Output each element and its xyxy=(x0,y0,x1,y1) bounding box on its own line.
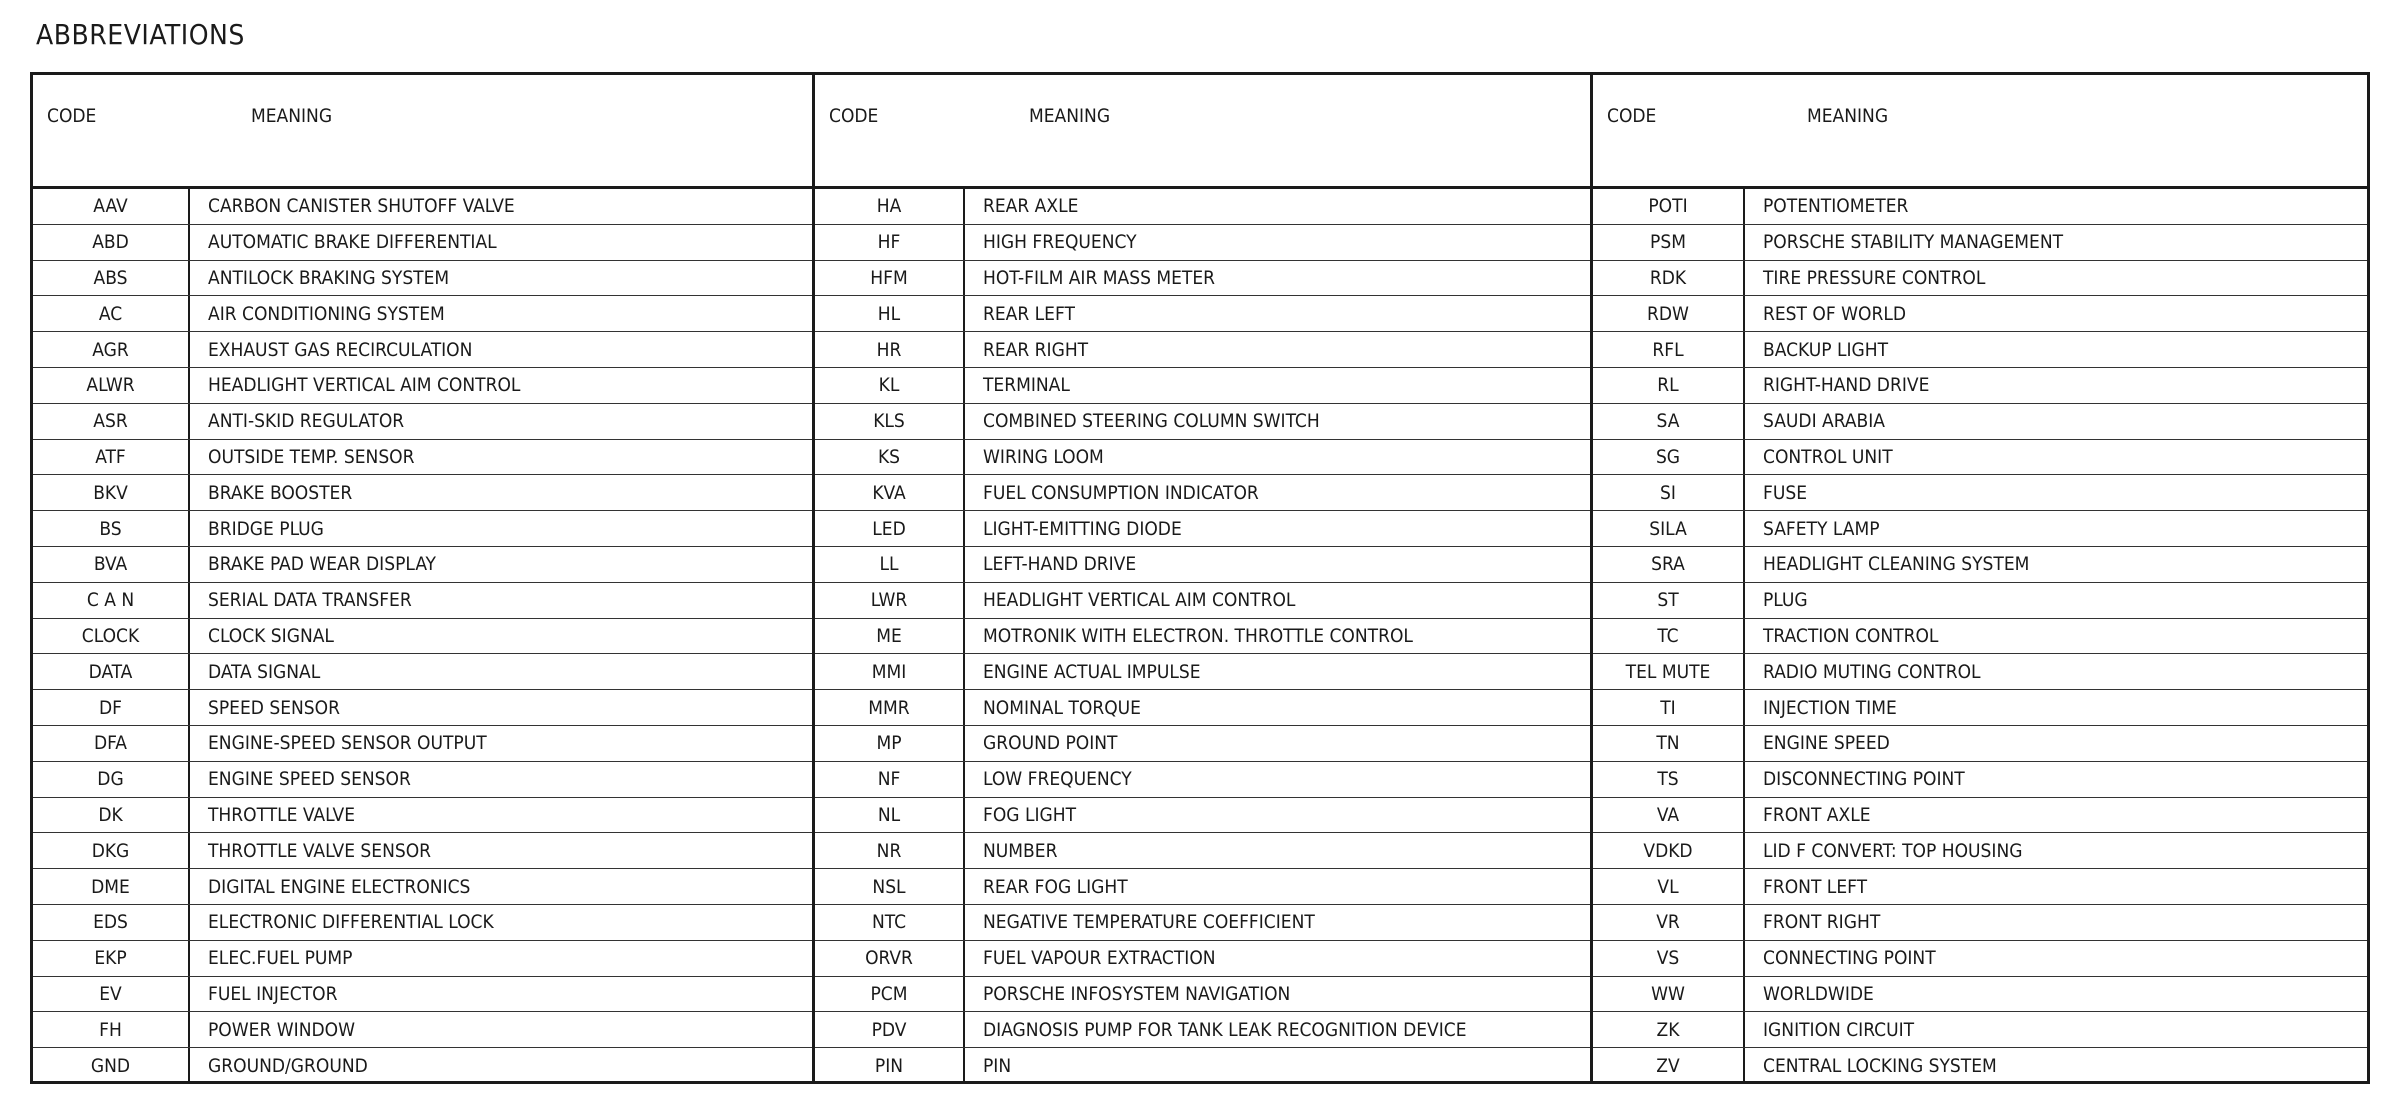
table-row xyxy=(815,762,1590,798)
table-row xyxy=(815,225,1590,261)
code-cell: DF xyxy=(99,696,122,719)
code-cell: LL xyxy=(879,553,899,576)
code-cell: PCM xyxy=(870,982,908,1005)
meaning-cell: POWER WINDOW xyxy=(208,1018,356,1041)
table-row xyxy=(815,440,1590,476)
meaning-cell: NUMBER xyxy=(983,839,1058,862)
meaning-cell: IGNITION CIRCUIT xyxy=(1763,1018,1915,1041)
code-cell: DG xyxy=(97,768,124,791)
meaning-cell: FUSE xyxy=(1763,481,1808,504)
meaning-cell: RADIO MUTING CONTROL xyxy=(1763,660,1981,683)
meaning-cell: FOG LIGHT xyxy=(983,803,1077,826)
code-cell: RDW xyxy=(1647,302,1689,325)
meaning-cell: NOMINAL TORQUE xyxy=(983,696,1141,719)
code-cell: PSM xyxy=(1650,231,1686,254)
meaning-cell: REAR RIGHT xyxy=(983,338,1089,361)
page-title: ABBREVIATIONS xyxy=(36,18,245,51)
abbreviation-table-2 xyxy=(812,72,1593,1084)
table-row xyxy=(815,404,1590,440)
meaning-cell: TRACTION CONTROL xyxy=(1763,624,1939,647)
table-row xyxy=(33,189,812,225)
table-row xyxy=(1593,619,2367,655)
code-cell: EKP xyxy=(94,947,127,970)
code-cell: HF xyxy=(877,231,901,254)
table-row xyxy=(1593,798,2367,834)
abbreviation-table-1 xyxy=(30,72,815,1084)
table-row xyxy=(1593,905,2367,941)
table-row xyxy=(1593,654,2367,690)
meaning-cell: HEADLIGHT VERTICAL AIM CONTROL xyxy=(208,374,521,397)
meaning-cell: ANTILOCK BRAKING SYSTEM xyxy=(208,266,450,289)
code-cell: BKV xyxy=(93,481,128,504)
table-row xyxy=(1593,440,2367,476)
table-row xyxy=(33,404,812,440)
table-row xyxy=(33,1048,812,1084)
table-row xyxy=(1593,941,2367,977)
meaning-cell: BRAKE BOOSTER xyxy=(208,481,353,504)
meaning-cell: REAR LEFT xyxy=(983,302,1075,325)
table-row xyxy=(1593,475,2367,511)
code-cell: TS xyxy=(1657,768,1679,791)
header-code: CODE xyxy=(47,105,97,127)
meaning-cell: LIGHT-EMITTING DIODE xyxy=(983,517,1182,540)
table-row xyxy=(1593,833,2367,869)
code-cell: VR xyxy=(1656,911,1680,934)
abbreviation-table-3 xyxy=(1590,72,2370,1084)
meaning-cell: REAR FOG LIGHT xyxy=(983,875,1128,898)
meaning-cell: GROUND/GROUND xyxy=(208,1055,368,1078)
table-row xyxy=(815,1048,1590,1084)
meaning-cell: ANTI-SKID REGULATOR xyxy=(208,410,405,433)
meaning-cell: HEADLIGHT VERTICAL AIM CONTROL xyxy=(983,589,1296,612)
table-row xyxy=(33,440,812,476)
meaning-cell: SPEED SENSOR xyxy=(208,696,340,719)
code-cell: MMR xyxy=(868,696,910,719)
meaning-cell: WIRING LOOM xyxy=(983,445,1104,468)
code-cell: ME xyxy=(876,624,902,647)
code-cell: RL xyxy=(1657,374,1679,397)
code-cell: ORVR xyxy=(865,947,913,970)
table-row xyxy=(815,726,1590,762)
table-row xyxy=(33,475,812,511)
code-cell: MP xyxy=(876,732,902,755)
table-row xyxy=(815,905,1590,941)
code-cell: KLS xyxy=(873,410,905,433)
code-cell: ZV xyxy=(1656,1055,1680,1078)
meaning-cell: FUEL CONSUMPTION INDICATOR xyxy=(983,481,1259,504)
code-cell: ABD xyxy=(92,231,129,254)
meaning-cell: FRONT AXLE xyxy=(1763,803,1871,826)
meaning-cell: ENGINE SPEED xyxy=(1763,732,1890,755)
meaning-cell: RIGHT-HAND DRIVE xyxy=(1763,374,1930,397)
table-row xyxy=(1593,762,2367,798)
table-row xyxy=(1593,511,2367,547)
table-body xyxy=(815,189,1590,1081)
code-cell: VL xyxy=(1657,875,1679,898)
table-row xyxy=(815,368,1590,404)
table-row xyxy=(33,762,812,798)
code-cell: ZK xyxy=(1656,1018,1680,1041)
meaning-cell: PORSCHE STABILITY MANAGEMENT xyxy=(1763,231,2064,254)
table-row xyxy=(1593,869,2367,905)
table-row xyxy=(815,690,1590,726)
table-row xyxy=(33,296,812,332)
table-row xyxy=(1593,1012,2367,1048)
code-cell: EDS xyxy=(93,911,128,934)
meaning-cell: ELECTRONIC DIFFERENTIAL LOCK xyxy=(208,911,494,934)
code-cell: LED xyxy=(872,517,906,540)
meaning-cell: ELEC.FUEL PUMP xyxy=(208,947,353,970)
table-row xyxy=(33,225,812,261)
meaning-cell: MOTRONIK WITH ELECTRON. THROTTLE CONTROL xyxy=(983,624,1413,647)
code-cell: C A N xyxy=(86,589,135,612)
meaning-cell: CARBON CANISTER SHUTOFF VALVE xyxy=(208,195,515,218)
header-meaning: MEANING xyxy=(1029,105,1111,127)
code-cell: RFL xyxy=(1652,338,1684,361)
table-row xyxy=(815,332,1590,368)
code-cell: PDV xyxy=(871,1018,907,1041)
table-body xyxy=(33,189,812,1081)
code-cell: AGR xyxy=(92,338,129,361)
code-cell: DFA xyxy=(94,732,127,755)
table-row xyxy=(1593,547,2367,583)
table-row xyxy=(815,619,1590,655)
code-cell: POTI xyxy=(1648,195,1688,218)
meaning-cell: CONTROL UNIT xyxy=(1763,445,1893,468)
meaning-cell: ENGINE ACTUAL IMPULSE xyxy=(983,660,1201,683)
table-row xyxy=(815,798,1590,834)
code-cell: NL xyxy=(877,803,901,826)
meaning-cell: DATA SIGNAL xyxy=(208,660,321,683)
table-row xyxy=(815,189,1590,225)
code-cell: SRA xyxy=(1651,553,1685,576)
code-cell: PIN xyxy=(874,1055,904,1078)
code-cell: ST xyxy=(1657,589,1679,612)
meaning-cell: CONNECTING POINT xyxy=(1763,947,1936,970)
code-cell: ABS xyxy=(93,266,128,289)
meaning-cell: PIN xyxy=(983,1055,1012,1078)
meaning-cell: LID F CONVERT: TOP HOUSING xyxy=(1763,839,2023,862)
code-cell: LWR xyxy=(870,589,908,612)
code-cell: KL xyxy=(878,374,900,397)
code-cell: HA xyxy=(876,195,902,218)
meaning-cell: HOT-FILM AIR MASS METER xyxy=(983,266,1216,289)
table-header xyxy=(815,75,1590,189)
code-cell: HR xyxy=(876,338,902,361)
code-cell: EV xyxy=(99,982,122,1005)
meaning-cell: SERIAL DATA TRANSFER xyxy=(208,589,412,612)
table-row xyxy=(1593,690,2367,726)
table-row xyxy=(33,798,812,834)
meaning-cell: THROTTLE VALVE xyxy=(208,803,355,826)
meaning-cell: WORLDWIDE xyxy=(1763,982,1874,1005)
code-cell: TC xyxy=(1657,624,1679,647)
meaning-cell: BRAKE PAD WEAR DISPLAY xyxy=(208,553,436,576)
table-row xyxy=(33,869,812,905)
table-row xyxy=(815,547,1590,583)
meaning-cell: TIRE PRESSURE CONTROL xyxy=(1763,266,1986,289)
table-row xyxy=(1593,1048,2367,1084)
code-cell: SG xyxy=(1655,445,1681,468)
table-row xyxy=(815,1012,1590,1048)
meaning-cell: DIGITAL ENGINE ELECTRONICS xyxy=(208,875,471,898)
meaning-cell: LEFT-HAND DRIVE xyxy=(983,553,1137,576)
table-row xyxy=(815,511,1590,547)
code-cell: NR xyxy=(876,839,902,862)
table-row xyxy=(1593,332,2367,368)
code-cell: VDKD xyxy=(1643,839,1693,862)
meaning-cell: AIR CONDITIONING SYSTEM xyxy=(208,302,445,325)
table-row xyxy=(815,869,1590,905)
code-cell: WW xyxy=(1651,982,1685,1005)
table-body xyxy=(1593,189,2367,1081)
meaning-cell: NEGATIVE TEMPERATURE COEFFICIENT xyxy=(983,911,1315,934)
meaning-cell: LOW FREQUENCY xyxy=(983,768,1132,791)
meaning-cell: DISCONNECTING POINT xyxy=(1763,768,1965,791)
meaning-cell: SAUDI ARABIA xyxy=(1763,410,1885,433)
code-cell: DK xyxy=(98,803,123,826)
table-header xyxy=(33,75,812,189)
code-cell: TEL MUTE xyxy=(1625,660,1711,683)
meaning-cell: REST OF WORLD xyxy=(1763,302,1907,325)
code-cell: AC xyxy=(98,302,123,325)
code-cell: NF xyxy=(877,768,901,791)
table-row xyxy=(1593,977,2367,1013)
table-row xyxy=(1593,189,2367,225)
table-row xyxy=(33,261,812,297)
meaning-cell: PORSCHE INFOSYSTEM NAVIGATION xyxy=(983,982,1291,1005)
code-cell: DME xyxy=(91,875,130,898)
code-cell: KVA xyxy=(872,481,906,504)
code-cell: AAV xyxy=(93,195,128,218)
code-cell: ALWR xyxy=(86,374,135,397)
meaning-cell: INJECTION TIME xyxy=(1763,696,1897,719)
table-row xyxy=(1593,368,2367,404)
table-row xyxy=(33,332,812,368)
table-row xyxy=(1593,296,2367,332)
table-header xyxy=(1593,75,2367,189)
table-row xyxy=(33,833,812,869)
table-row xyxy=(1593,225,2367,261)
code-cell: TI xyxy=(1660,696,1676,719)
meaning-cell: TERMINAL xyxy=(983,374,1070,397)
meaning-cell: PLUG xyxy=(1763,589,1808,612)
table-row xyxy=(815,833,1590,869)
meaning-cell: REAR AXLE xyxy=(983,195,1079,218)
meaning-cell: THROTTLE VALVE SENSOR xyxy=(208,839,432,862)
table-row xyxy=(33,368,812,404)
meaning-cell: CENTRAL LOCKING SYSTEM xyxy=(1763,1055,1997,1078)
table-row xyxy=(33,905,812,941)
code-cell: TN xyxy=(1656,732,1680,755)
code-cell: DATA xyxy=(88,660,133,683)
table-row xyxy=(1593,261,2367,297)
meaning-cell: BRIDGE PLUG xyxy=(208,517,324,540)
table-row xyxy=(815,261,1590,297)
code-cell: FH xyxy=(99,1018,122,1041)
code-cell: HFM xyxy=(870,266,908,289)
table-row xyxy=(33,583,812,619)
table-row xyxy=(1593,583,2367,619)
meaning-cell: SAFETY LAMP xyxy=(1763,517,1880,540)
code-cell: NTC xyxy=(871,911,907,934)
meaning-cell: GROUND POINT xyxy=(983,732,1118,755)
code-cell: GND xyxy=(90,1055,131,1078)
table-row xyxy=(815,654,1590,690)
table-row xyxy=(815,977,1590,1013)
meaning-cell: ENGINE-SPEED SENSOR OUTPUT xyxy=(208,732,487,755)
code-cell: ASR xyxy=(93,410,128,433)
code-cell: NSL xyxy=(872,875,906,898)
code-cell: VA xyxy=(1656,803,1680,826)
code-cell: MMI xyxy=(871,660,907,683)
code-cell: KS xyxy=(877,445,901,468)
code-cell: RDK xyxy=(1649,266,1687,289)
code-cell: VS xyxy=(1656,947,1680,970)
meaning-cell: OUTSIDE TEMP. SENSOR xyxy=(208,445,415,468)
header-code: CODE xyxy=(829,105,879,127)
table-row xyxy=(33,654,812,690)
table-row xyxy=(1593,404,2367,440)
meaning-cell: COMBINED STEERING COLUMN SWITCH xyxy=(983,410,1320,433)
meaning-cell: BACKUP LIGHT xyxy=(1763,338,1889,361)
meaning-cell: HIGH FREQUENCY xyxy=(983,231,1137,254)
code-cell: SI xyxy=(1660,481,1676,504)
code-cell: SA xyxy=(1656,410,1680,433)
code-cell: CLOCK xyxy=(81,624,140,647)
table-row xyxy=(33,547,812,583)
meaning-cell: HEADLIGHT CLEANING SYSTEM xyxy=(1763,553,2030,576)
meaning-cell: FUEL INJECTOR xyxy=(208,982,338,1005)
code-cell: HL xyxy=(877,302,901,325)
table-row xyxy=(815,583,1590,619)
table-row xyxy=(33,977,812,1013)
table-row xyxy=(33,619,812,655)
meaning-cell: FRONT LEFT xyxy=(1763,875,1868,898)
code-cell: SILA xyxy=(1649,517,1687,540)
header-code: CODE xyxy=(1607,105,1657,127)
code-cell: DKG xyxy=(91,839,130,862)
code-cell: BVA xyxy=(93,553,128,576)
meaning-cell: AUTOMATIC BRAKE DIFFERENTIAL xyxy=(208,231,497,254)
meaning-cell: FUEL VAPOUR EXTRACTION xyxy=(983,947,1216,970)
header-meaning: MEANING xyxy=(1807,105,1889,127)
table-row xyxy=(33,941,812,977)
table-row xyxy=(33,511,812,547)
table-row xyxy=(1593,726,2367,762)
header-meaning: MEANING xyxy=(251,105,333,127)
table-row xyxy=(33,1012,812,1048)
meaning-cell: CLOCK SIGNAL xyxy=(208,624,334,647)
table-row xyxy=(33,726,812,762)
code-cell: BS xyxy=(99,517,122,540)
table-row xyxy=(33,690,812,726)
code-cell: ATF xyxy=(95,445,126,468)
meaning-cell: FRONT RIGHT xyxy=(1763,911,1881,934)
meaning-cell: ENGINE SPEED SENSOR xyxy=(208,768,411,791)
table-row xyxy=(815,296,1590,332)
meaning-cell: EXHAUST GAS RECIRCULATION xyxy=(208,338,473,361)
table-row xyxy=(815,475,1590,511)
meaning-cell: POTENTIOMETER xyxy=(1763,195,1909,218)
table-row xyxy=(815,941,1590,977)
meaning-cell: DIAGNOSIS PUMP FOR TANK LEAK RECOGNITION DEVICE xyxy=(983,1018,1467,1041)
